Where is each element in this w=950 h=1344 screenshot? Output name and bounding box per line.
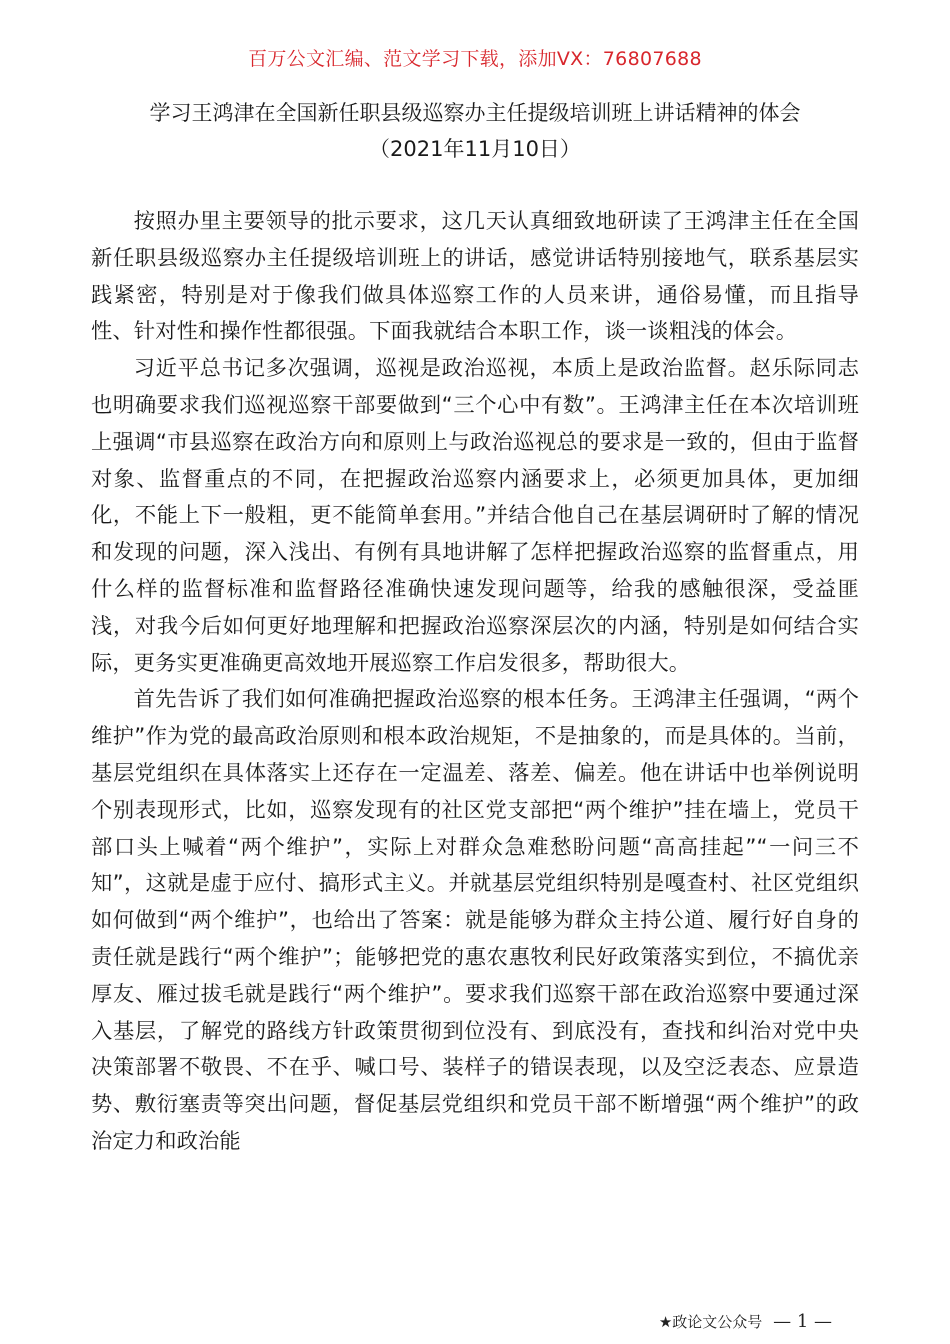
page-number: — 1 —: [773, 1311, 832, 1332]
page-footer: [659, 1310, 832, 1334]
promo-banner: 百万公文汇编、范文学习下载，添加VX：76807688: [248, 48, 702, 70]
paragraph-2: 习近平总书记多次强调，巡视是政治巡视，本质上是政治监督。赵乐际同志也明确要求我们巡视巡察干部要做到“三个心中有数”。王鸿津主任在本次培训班上强调“市县巡察在政治方向和原则上与政治巡视总的要求是一致的，但由于监督对象、监督重点的不同，在把握政治巡察内涵要求上，必须更加具体，更加细化，不能上下一般粗，更不能简单套用。”并结合他自己在基层调研时了解的情况和发现的问题，深入浅出、有例有具地讲解了怎样把握政治巡察的监督重点，用什么样的监督标准和监督路径准确快速发现问题等，给我的感触很深，受益匪浅，对我今后如何更好地理解和把握政治巡察深层次的内涵，特别是如何结合实际，更务实更准确更高效地开展巡察工作启发很多，帮助很大。: [91, 356, 859, 676]
paragraph-3: 首先告诉了我们如何准确把握政治巡察的根本任务。王鸿津主任强调，“两个维护”作为党的最高政治原则和根本政治规矩，不是抽象的，而是具体的。当前，基层党组织在具体落实上还存在一定温差、落差、偏差。他在讲话中也举例说明个别表现形式，比如，巡察发现有的社区党支部把“两个维护”挂在墙上，党员干部口头上喊着“两个维护”，实际上对群众急难愁盼问题“高高挂起”“一问三不知”，这就是虚于应付、搞形式主义。并就基层党组织特别是嘎查村、社区党组织如何做到“两个维护”，也给出了答案：就是能够为群众主持公道、履行好自身的责任就是践行“两个维护”；能够把党的惠农惠牧利民好政策落实到位，不搞优亲厚友、雁过拔毛就是践行“两个维护”。要求我们巡察干部在政治巡察中要通过深入基层，了解党的路线方针政策贯彻到位没有、到底没有，查找和纠治对党中央决策部署不敬畏、不在乎、喊口号、装样子的错误表现，以及空泛表态、应景造势、敷衍塞责等突出问题，督促基层党组织和党员干部不断增强“两个维护”的政治定力和政治能: [91, 687, 859, 1154]
document-body: [91, 204, 859, 1161]
paragraph-1: 按照办里主要领导的批示要求，这几天认真细致地研读了王鸿津主任在全国新任职县级巡察办主任提级培训班上的讲话，感觉讲话特别接地气，联系基层实践紧密，特别是对于像我们做具体巡察工作的人员来讲，通俗易懂，而且指导性、针对性和操作性都很强。下面我就结合本职工作，谈一谈粗浅的体会。: [91, 209, 859, 345]
document-date: （2021年11月10日）: [369, 137, 581, 161]
footer-source: ★政论文公众号: [658, 1313, 763, 1331]
document-title: 学习王鸿津在全国新任职县级巡察办主任提级培训班上讲话精神的体会: [149, 101, 801, 125]
